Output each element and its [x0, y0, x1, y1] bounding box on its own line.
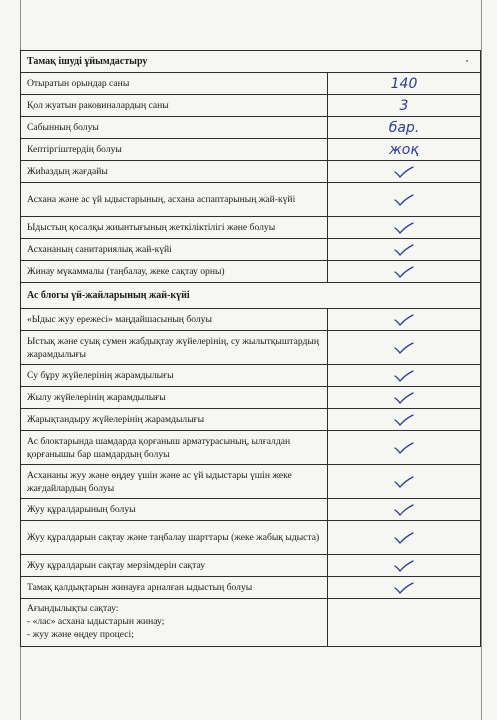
checklist-item-value — [328, 331, 480, 364]
handwritten-check-icon — [394, 414, 414, 426]
checklist-row — [20, 160, 481, 182]
handwritten-check-icon — [394, 532, 414, 544]
handwritten-value: жоқ — [389, 141, 419, 158]
checklist-row — [20, 386, 481, 408]
checklist-item-value — [328, 95, 480, 116]
checklist-item-value — [328, 465, 480, 498]
checklist-table — [20, 50, 481, 647]
checklist-item-label: Сабынның болуы — [21, 117, 328, 138]
checklist-item-value — [328, 599, 480, 646]
checklist-row — [20, 216, 481, 238]
checklist-row — [20, 430, 481, 464]
checklist-item-value — [328, 365, 480, 386]
checklist-item-value — [328, 387, 480, 408]
checklist-item-label: Кептіргіштердің болуы — [21, 139, 328, 160]
handwritten-check-icon — [394, 560, 414, 572]
checklist-item-label: Жуу құралдарын сақтау және таңбалау шарттары (жеке жабық ыдыста) — [21, 521, 328, 554]
checklist-item-label: Тамақ қалдықтарын жинауға арналған ыдыстың болуы — [21, 577, 328, 598]
checklist-row — [20, 364, 481, 386]
handwritten-check-icon — [394, 392, 414, 404]
checklist-item-value — [328, 577, 480, 598]
checklist-item-value — [328, 183, 480, 216]
checklist-item-label: Ыдыстың қосалқы жиынтығының жеткіліктілігі және болуы — [21, 217, 328, 238]
checklist-item-label: Қол жуатын раковиналардың саны — [21, 95, 328, 116]
handwritten-check-icon — [394, 342, 414, 354]
section-header — [20, 50, 481, 72]
checklist-row — [20, 260, 481, 282]
handwritten-value: 140 — [390, 75, 418, 92]
checklist-row — [20, 598, 481, 647]
checklist-item-label: Жуу құралдарын сақтау мерзімдерін сақтау — [21, 555, 328, 576]
handwritten-check-icon — [394, 266, 414, 278]
handwritten-value: 3 — [399, 97, 409, 114]
handwritten-check-icon — [394, 314, 414, 326]
handwritten-check-icon — [394, 222, 414, 234]
checklist-item-value — [328, 409, 480, 430]
checklist-row — [20, 520, 481, 554]
checklist-item-label: Отыратын орындар саны — [21, 73, 328, 94]
checklist-row — [20, 554, 481, 576]
checklist-item-value — [328, 521, 480, 554]
checklist-item-label: Жылу жүйелерінің жарамдылығы — [21, 387, 328, 408]
checklist-item-value — [328, 555, 480, 576]
checklist-row — [20, 182, 481, 216]
checklist-item-label: Жиһаздың жағдайы — [21, 161, 328, 182]
handwritten-check-icon — [394, 582, 414, 594]
checklist-item-value — [328, 73, 480, 94]
handwritten-check-icon — [394, 194, 414, 206]
checklist-item-value — [328, 499, 480, 520]
checklist-item-value — [328, 309, 480, 330]
checklist-row — [20, 238, 481, 260]
checklist-item-label: Жуу құралдарының болуы — [21, 499, 328, 520]
checklist-row — [20, 116, 481, 138]
checklist-item-value — [328, 261, 480, 282]
section-header — [20, 282, 481, 308]
checklist-item-label: «Ыдыс жуу ережесі» маңдайшасының болуы — [21, 309, 328, 330]
checklist-row — [20, 576, 481, 598]
handwritten-value: бар. — [388, 119, 420, 136]
checklist-item-label: Асхананы жуу және өңдеу үшін және ас үй ыдыстары үшін жеке жағдайлардың болуы — [21, 465, 328, 498]
page-margin-line-right — [481, 0, 482, 720]
checklist-row — [20, 94, 481, 116]
checklist-row — [20, 330, 481, 364]
handwritten-check-icon — [394, 166, 414, 178]
checklist-item-label: Асхананың санитариялық жай-күйі — [21, 239, 328, 260]
handwritten-check-icon — [394, 370, 414, 382]
checklist-row — [20, 308, 481, 330]
handwritten-check-icon — [394, 476, 414, 488]
checklist-item-value — [328, 239, 480, 260]
checklist-item-label: Ағындылықты сақтау: - «лас» асхана ыдыстарын жинау; - жуу және өңдеу процесі; — [21, 599, 328, 646]
handwritten-check-icon — [394, 442, 414, 454]
checklist-item-value — [328, 217, 480, 238]
checklist-item-value — [328, 117, 480, 138]
checklist-item-label: Жарықтандыру жүйелерінің жарамдылығы — [21, 409, 328, 430]
checklist-item-label: Су бұру жүйелерінің жарамдылығы — [21, 365, 328, 386]
checklist-item-value — [328, 161, 480, 182]
checklist-row — [20, 498, 481, 520]
checklist-item-value — [328, 139, 480, 160]
checklist-item-label: Жинау мүкаммалы (таңбалау, жеке сақтау орны) — [21, 261, 328, 282]
handwritten-check-icon — [394, 504, 414, 516]
checklist-item-value — [328, 431, 480, 464]
section-title: Ас блогы үй-жайларының жай-күйі — [27, 290, 190, 301]
checklist-row — [20, 464, 481, 498]
checklist-item-label: Ас блоктарында шамдарда қорғаныш арматурасының, ылғалдан қорғанышы бар шамдардың болуы — [21, 431, 328, 464]
checklist-item-label: Асхана және ас үй ыдыстарының, асхана аспаптарының жай-күйі — [21, 183, 328, 216]
checklist-row — [20, 408, 481, 430]
handwritten-check-icon — [394, 244, 414, 256]
section-title: Тамақ ішуді ұйымдастыру — [27, 56, 148, 67]
checklist-item-label: Ыстық және суық сумен жабдықтау жүйелерінің, су жылытқыштардың жарамдылығы — [21, 331, 328, 364]
checklist-row — [20, 72, 481, 94]
checklist-row — [20, 138, 481, 160]
